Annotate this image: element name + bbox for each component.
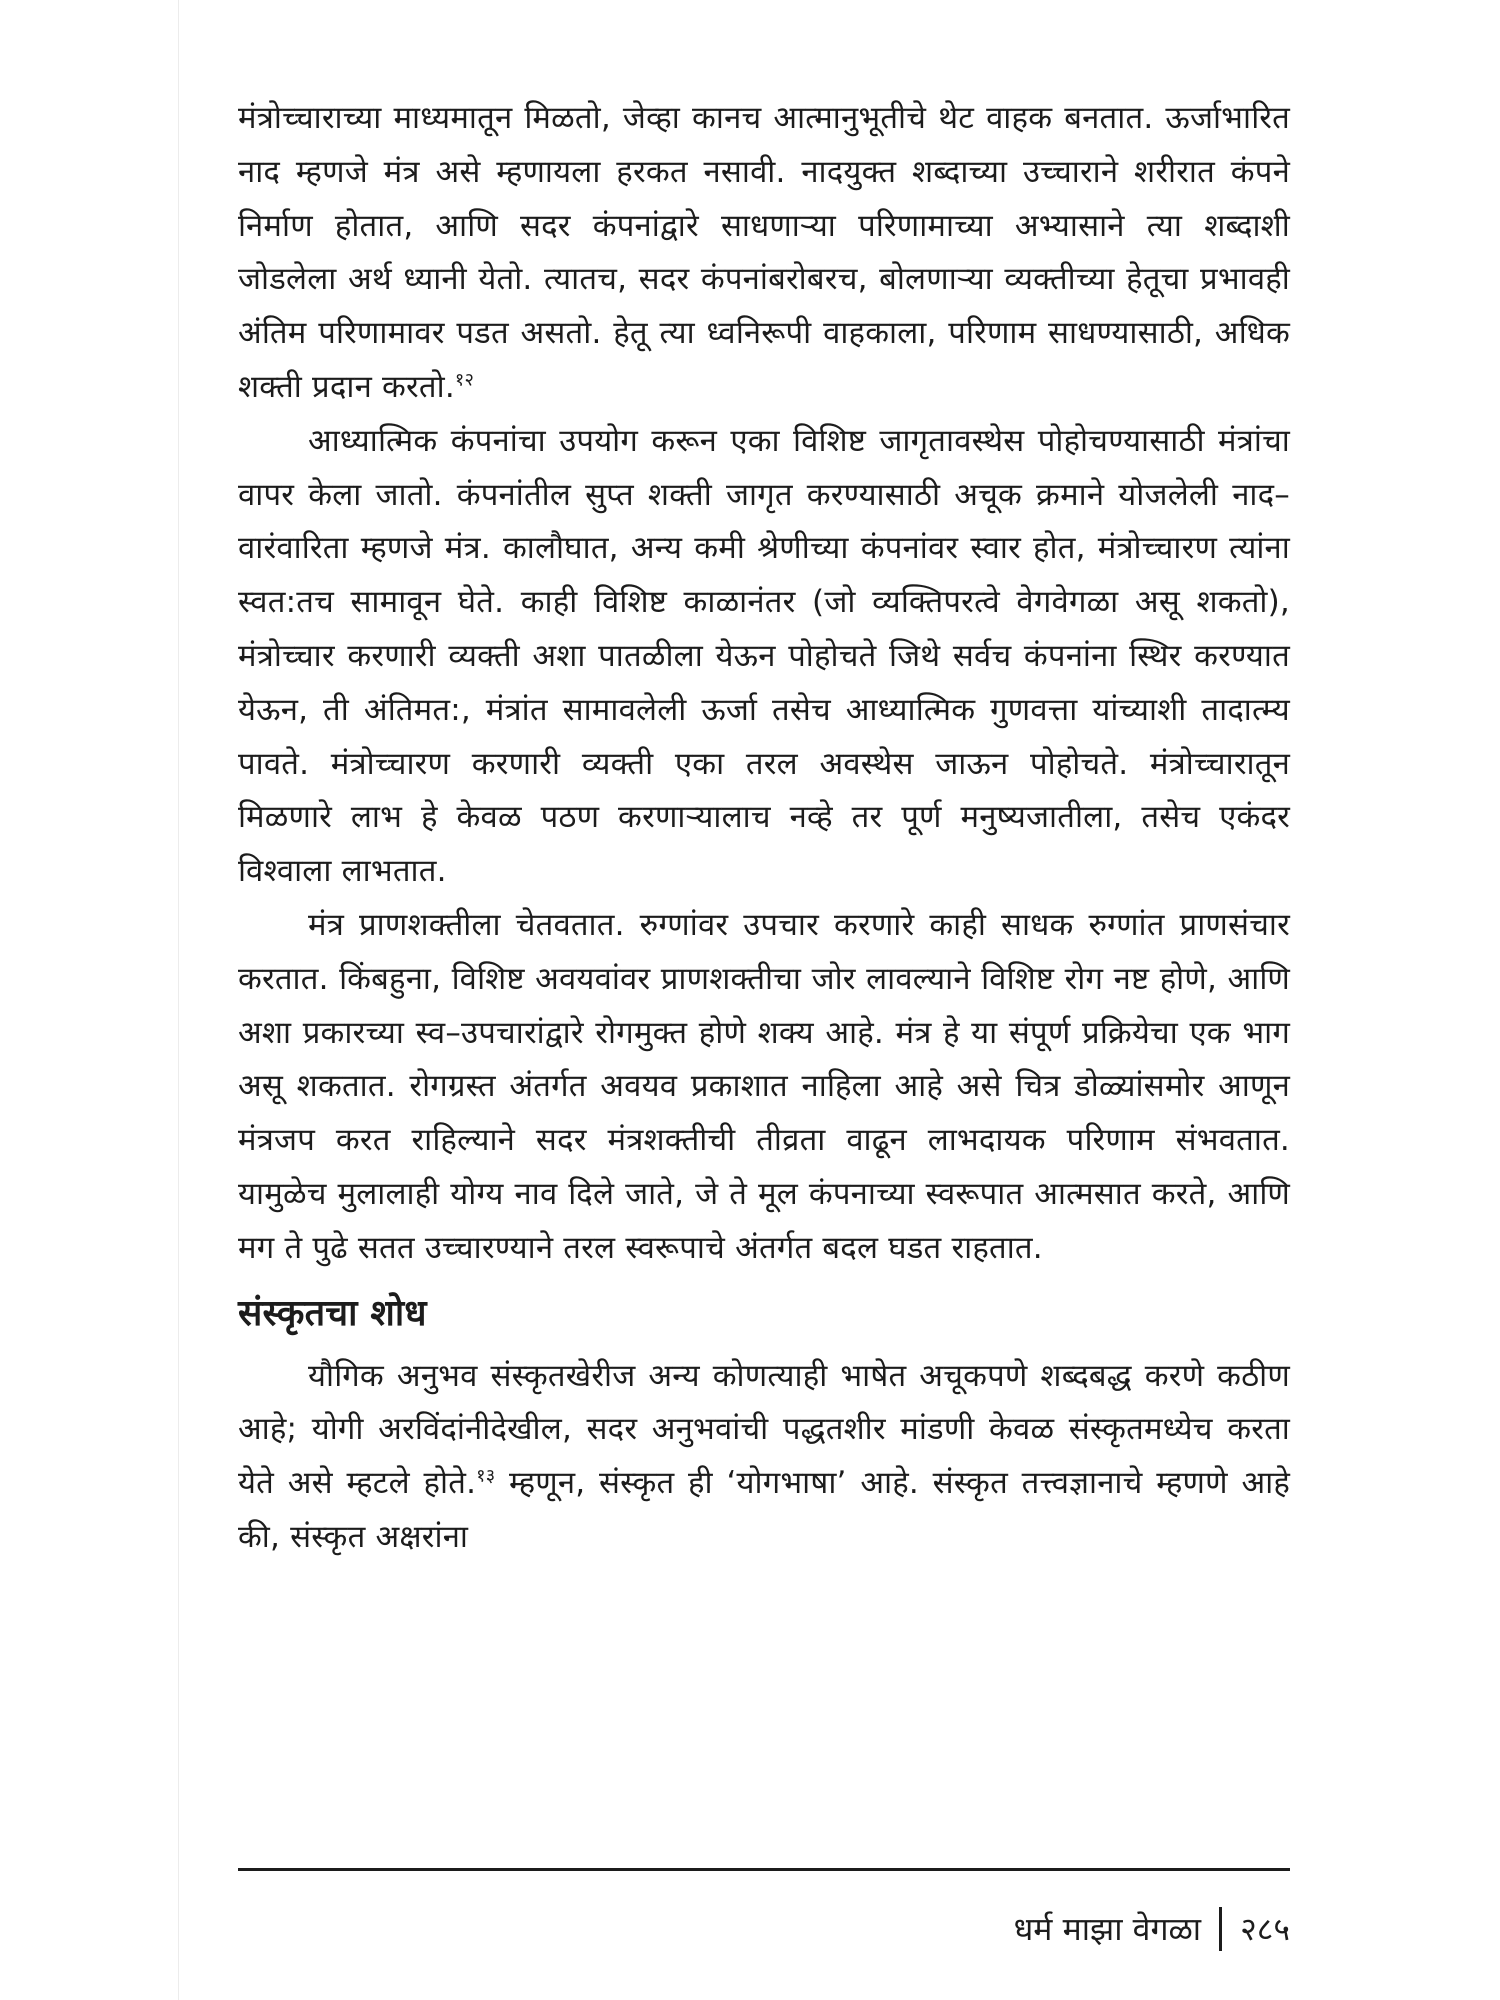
book-title: धर्म माझा वेगळा	[1013, 1910, 1202, 1948]
paragraph-4	[238, 1350, 1290, 1565]
paragraph-1	[238, 92, 1290, 415]
page-edge-line	[178, 0, 179, 2000]
page-footer	[1014, 1905, 1290, 1953]
section-heading: संस्कृतचा शोध	[238, 1292, 427, 1334]
paragraph-4-text-before: यौगिक अनुभव संस्कृतखेरीज अन्य कोणत्याही भाषेत अचूकपणे शब्दबद्ध करणे कठीण आहे; योगी अरविंदांनीदेखील, सदर अनुभवांची पद्धतशीर मांडणी केवळ संस्कृतमध्येच करता येते असे म्हटले होते.	[238, 1357, 1290, 1502]
paragraph-2: आध्यात्मिक कंपनांचा उपयोग करून एका विशिष्ट जागृतावस्थेस पोहोचण्यासाठी मंत्रांचा वापर केला जातो. कंपनांतील सुप्त शक्ती जागृत करण्यासाठी अचूक क्रमाने योजलेली नाद–वारंवारिता म्हणजे मंत्र. कालौघात, अन्य कमी श्रेणीच्या कंपनांवर स्वार होत, मंत्रोच्चारण त्यांना स्वत:तच सामावून घेते. काही विशिष्ट काळानंतर (जो व्यक्तिपरत्वे वेगवेगळा असू शकतो), मंत्रोच्चार करणारी व्यक्ती अशा पातळीला येऊन पोहोचते जिथे सर्वच कंपनांना स्थिर करण्यात येऊन, ती अंतिमत:, मंत्रांत सामावलेली ऊर्जा तसेच आध्यात्मिक गुणवत्ता यांच्याशी तादात्म्य पावते. मंत्रोच्चारण करणारी व्यक्ती एका तरल अवस्थेस जाऊन पोहोचते. मंत्रोच्चारातून मिळणारे लाभ हे केवळ पठण करणाऱ्यालाच नव्हे तर पूर्ण मनुष्यजातीला, तसेच एकंदर विश्वाला लाभतात.	[238, 422, 1290, 890]
page-number: २८५	[1240, 1910, 1290, 1948]
footer-divider	[1219, 1907, 1222, 1951]
paragraph-4-text-after: म्हणून, संस्कृत ही ‘योगभाषा’ आहे. संस्कृत तत्त्वज्ञानाचे म्हणणे आहे की, संस्कृत अक्षरांना	[238, 1465, 1290, 1555]
paragraph-1-text: मंत्रोच्चाराच्या माध्यमातून मिळतो, जेव्हा कानच आत्मानुभूतीचे थेट वाहक बनतात. ऊर्जाभारित नाद म्हणजे मंत्र असे म्हणायला हरकत नसावी. नादयुक्त शब्दाच्या उच्चाराने शरीरात कंपने निर्माण होतात, आणि सदर कंपनांद्वारे साधणाऱ्या परिणामाच्या अभ्यासाने त्या शब्दाशी जोडलेला अर्थ ध्यानी येतो. त्यातच, सदर कंपनांबरोबरच, बोलणाऱ्या व्यक्तीच्या हेतूचा प्रभावही अंतिम परिणामावर पडत असतो. हेतू त्या ध्वनिरूपी वाहकाला, परिणाम साधण्यासाठी, अधिक शक्ती प्रदान करतो.	[238, 100, 1290, 405]
footnote-ref-13: १३	[476, 1465, 496, 1487]
paragraph-3: मंत्र प्राणशक्तीला चेतवतात. रुग्णांवर उपचार करणारे काही साधक रुग्णांत प्राणसंचार करतात. किंबहुना, विशिष्ट अवयवांवर प्राणशक्तीचा जोर लावल्याने विशिष्ट रोग नष्ट होणे, आणि अशा प्रकारच्या स्व–उपचारांद्वारे रोगमुक्त होणे शक्य आहे. मंत्र हे या संपूर्ण प्रक्रियेचा एक भाग असू शकतात. रोगग्रस्त अंतर्गत अवयव प्रकाशात नाहिला आहे असे चित्र डोळ्यांसमोर आणून मंत्रजप करत राहिल्याने सदर मंत्रशक्तीची तीव्रता वाढून लाभदायक परिणाम संभवतात. यामुळेच मुलालाही योग्य नाव दिले जाते, जे ते मूल कंपनाच्या स्वरूपात आत्मसात करते, आणि मग ते पुढे सतत उच्चारण्याने तरल स्वरूपाचे अंतर्गत बदल घडत राहतात.	[238, 906, 1290, 1266]
footnote-ref-12: १२	[454, 369, 475, 391]
footer-rule	[238, 1868, 1290, 1871]
page-body	[238, 92, 1290, 1565]
